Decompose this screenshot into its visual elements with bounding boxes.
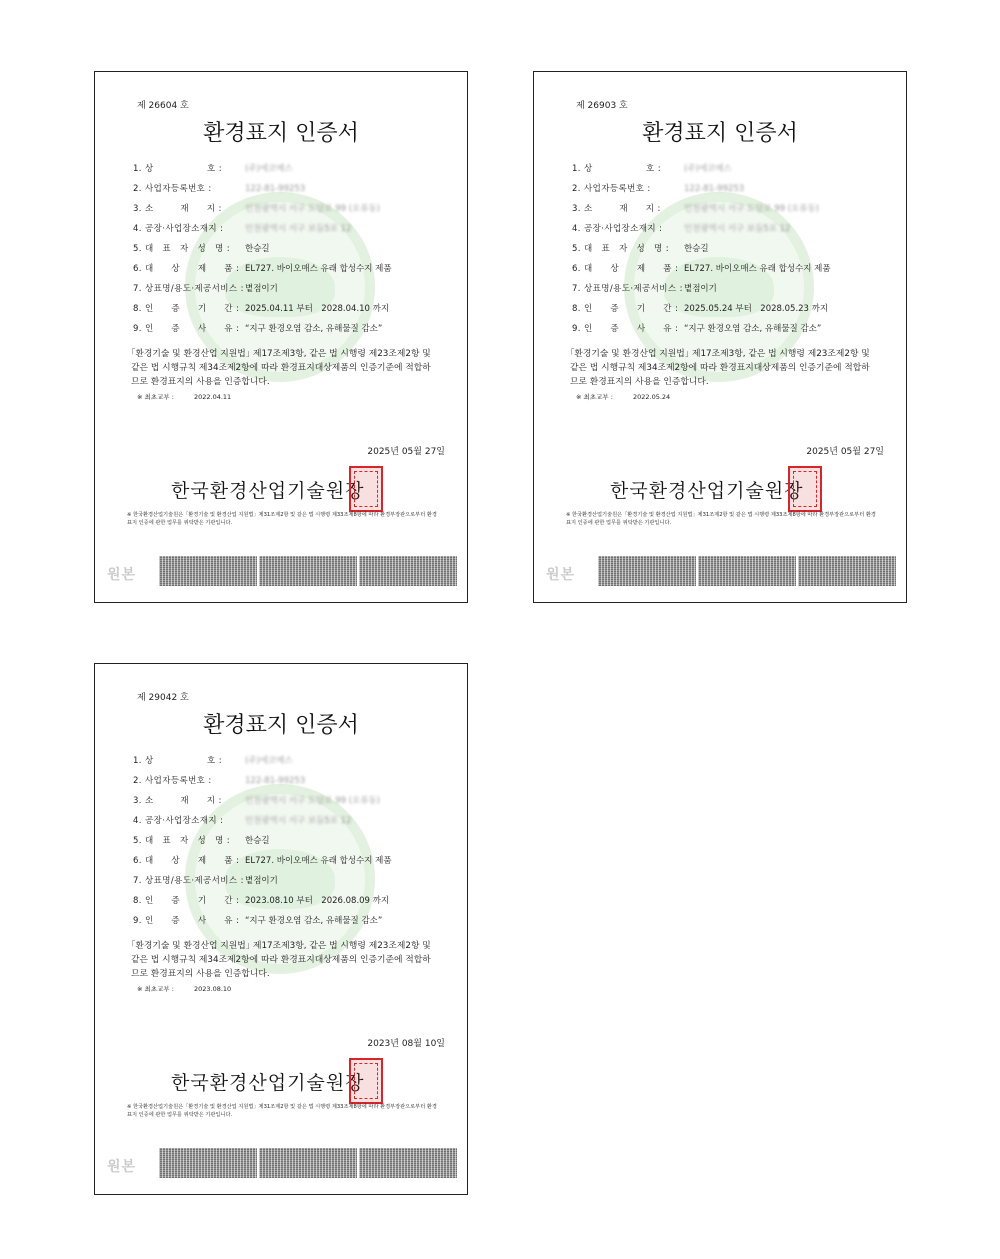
field-label: 8. 인 증 기 간 : [133, 896, 240, 906]
field-value: 인천광역시 서구 보듬5로 12 [245, 816, 352, 826]
footnote: ※ 한국환경산업기술원은「환경기술 및 환경산업 지원법」제31조제2항 및 같은 법 시행령 제33조제8항에 따라 환경부장관으로부터 환경표지 인증에 관한 업무를 위탁받은 기관입니다. [127, 1104, 437, 1118]
field-label: 2. 사업자등록번호 : [133, 776, 212, 786]
barcode-icon [598, 556, 696, 586]
field-label: 5. 대 표 자 성 명 : [572, 244, 670, 254]
issuer-name: 한국환경산업기술원장 [171, 1072, 365, 1094]
issue-date: 2025년 05월 27일 [806, 447, 884, 457]
field-label: 9. 인 증 사 유 : [572, 324, 679, 334]
field-value: 2025.05.24 부터 2028.05.23 까지 [684, 304, 829, 314]
barcode-icon [359, 556, 457, 586]
certificate-number: 제 26604 호 [137, 101, 189, 111]
field-row [572, 202, 892, 222]
field-label: 3. 소 재 지 : [133, 204, 222, 214]
field-value: “지구 환경오염 감소, 유해물질 감소” [684, 324, 822, 334]
field-value: (주)에코매스 [245, 164, 293, 174]
field-label: 1. 상 호 : [572, 164, 662, 174]
field-row [133, 874, 453, 894]
certification-statement: ｢환경기술 및 환경산업 지원법｣ 제17조제3항, 같은 법 시행령 제23조제2항 및 같은 법 시행규칙 제34조제2항에 따라 환경표지대상제품의 인증기준에 적합하므로 환경표지의 사용을 인증합니다. [131, 349, 431, 387]
field-value: 한승길 [684, 244, 709, 254]
field-row [133, 834, 453, 854]
first-issue [137, 392, 231, 401]
certificate-number: 제 29042 호 [137, 693, 189, 703]
field-row [572, 222, 892, 242]
certificate-fields [133, 162, 453, 342]
issue-date: 2023년 08월 10일 [367, 1039, 445, 1049]
field-row [133, 814, 453, 834]
field-value: 인천광역시 서구 보듬5로 12 [684, 224, 791, 234]
field-label: 5. 대 표 자 성 명 : [133, 836, 231, 846]
certificate-title: 환경표지 인증서 [203, 713, 359, 738]
footnote: ※ 한국환경산업기술원은「환경기술 및 환경산업 지원법」제31조제2항 및 같은 법 시행령 제33조제8항에 따라 환경부장관으로부터 환경표지 인증에 관한 업무를 위탁받은 기관입니다. [566, 512, 876, 526]
field-label: 2. 사업자등록번호 : [133, 184, 212, 194]
certificate-title: 환경표지 인증서 [203, 121, 359, 146]
field-label: 7. 상표명/용도·제공서비스 : [133, 876, 244, 886]
field-label: 6. 대 상 제 품 : [572, 264, 679, 274]
original-stamp: 원본 [107, 567, 137, 583]
field-row [133, 322, 453, 342]
field-value: “지구 환경오염 감소, 유해물질 감소” [245, 324, 383, 334]
field-row [572, 162, 892, 182]
field-row [133, 854, 453, 874]
first-issue-date: 2023.08.10 [193, 985, 232, 993]
field-label: 2. 사업자등록번호 : [572, 184, 651, 194]
first-issue [137, 984, 231, 993]
field-value: 한승길 [245, 836, 270, 846]
first-issue-label: ※ 최초교부 : [137, 985, 174, 993]
issuer-name: 한국환경산업기술원장 [171, 480, 365, 502]
field-label: 3. 소 재 지 : [572, 204, 661, 214]
field-label: 4. 공장·사업장소재지 : [133, 816, 224, 826]
barcode-icon [159, 556, 257, 586]
field-label: 5. 대 표 자 성 명 : [133, 244, 231, 254]
field-value: 볕점이기 [245, 876, 278, 886]
field-row [133, 202, 453, 222]
field-row [572, 182, 892, 202]
field-value: 인천광역시 서구 도담로 99 (오류동) [245, 204, 381, 214]
field-label: 4. 공장·사업장소재지 : [572, 224, 663, 234]
certificate-card [94, 663, 468, 1195]
barcode-icon [159, 1148, 257, 1178]
barcode-icon [698, 556, 796, 586]
field-row [133, 222, 453, 242]
field-row [572, 262, 892, 282]
field-value: 122-81-99253 [245, 184, 306, 194]
field-value: 122-81-99253 [684, 184, 745, 194]
field-row [133, 774, 453, 794]
original-stamp: 원본 [107, 1159, 137, 1175]
field-label: 1. 상 호 : [133, 164, 223, 174]
field-label: 6. 대 상 제 품 : [133, 856, 240, 866]
field-label: 9. 인 증 사 유 : [133, 916, 240, 926]
field-row [133, 914, 453, 934]
field-value: 인천광역시 서구 보듬5로 12 [245, 224, 352, 234]
official-seal-icon [349, 1058, 383, 1104]
field-value: 볕점이기 [245, 284, 278, 294]
field-label: 9. 인 증 사 유 : [133, 324, 240, 334]
first-issue-date: 2022.04.11 [193, 393, 232, 401]
field-value: 122-81-99253 [245, 776, 306, 786]
field-label: 7. 상표명/용도·제공서비스 : [133, 284, 244, 294]
field-value: (주)에코매스 [684, 164, 732, 174]
field-row [133, 262, 453, 282]
field-value: 2025.04.11 부터 2028.04.10 까지 [245, 304, 390, 314]
field-row [572, 322, 892, 342]
field-label: 7. 상표명/용도·제공서비스 : [572, 284, 683, 294]
barcode-icon [259, 1148, 357, 1178]
field-row [572, 282, 892, 302]
official-seal-icon [349, 466, 383, 512]
field-label: 6. 대 상 제 품 : [133, 264, 240, 274]
field-row [133, 182, 453, 202]
field-row [133, 242, 453, 262]
first-issue-label: ※ 최초교부 : [137, 393, 174, 401]
footnote: ※ 한국환경산업기술원은「환경기술 및 환경산업 지원법」제31조제2항 및 같은 법 시행령 제33조제8항에 따라 환경부장관으로부터 환경표지 인증에 관한 업무를 위탁받은 기관입니다. [127, 512, 437, 526]
field-value: 인천광역시 서구 도담로 99 (오류동) [684, 204, 820, 214]
field-label: 4. 공장·사업장소재지 : [133, 224, 224, 234]
field-row [572, 302, 892, 322]
field-row [133, 894, 453, 914]
certificate-card [94, 71, 468, 603]
first-issue [576, 392, 670, 401]
official-seal-icon [788, 466, 822, 512]
certification-statement: ｢환경기술 및 환경산업 지원법｣ 제17조제3항, 같은 법 시행령 제23조제2항 및 같은 법 시행규칙 제34조제2항에 따라 환경표지대상제품의 인증기준에 적합하므로 환경표지의 사용을 인증합니다. [570, 349, 870, 387]
field-value: 인천광역시 서구 도담로 99 (오류동) [245, 796, 381, 806]
field-label: 1. 상 호 : [133, 756, 223, 766]
certificate-fields [133, 754, 453, 934]
field-row [133, 282, 453, 302]
first-issue-label: ※ 최초교부 : [576, 393, 613, 401]
field-label: 3. 소 재 지 : [133, 796, 222, 806]
certificate-fields [572, 162, 892, 342]
certification-statement: ｢환경기술 및 환경산업 지원법｣ 제17조제3항, 같은 법 시행령 제23조제2항 및 같은 법 시행규칙 제34조제2항에 따라 환경표지대상제품의 인증기준에 적합하므로 환경표지의 사용을 인증합니다. [131, 941, 431, 979]
barcode-icon [359, 1148, 457, 1178]
barcode-icon [259, 556, 357, 586]
field-row [572, 242, 892, 262]
first-issue-date: 2022.05.24 [632, 393, 671, 401]
field-value: 2023.08.10 부터 2026.08.09 까지 [245, 896, 390, 906]
field-value: EL727. 바이오매스 유래 합성수지 제품 [245, 264, 392, 274]
field-value: (주)에코매스 [245, 756, 293, 766]
original-stamp: 원본 [546, 567, 576, 583]
barcode-icon [798, 556, 896, 586]
field-label: 8. 인 증 기 간 : [572, 304, 679, 314]
issue-date: 2025년 05월 27일 [367, 447, 445, 457]
field-value: “지구 환경오염 감소, 유해물질 감소” [245, 916, 383, 926]
certificate-number: 제 26903 호 [576, 101, 628, 111]
field-value: 볕점이기 [684, 284, 717, 294]
certificate-title: 환경표지 인증서 [642, 121, 798, 146]
field-row [133, 754, 453, 774]
field-row [133, 794, 453, 814]
issuer-name: 한국환경산업기술원장 [610, 480, 804, 502]
field-row [133, 162, 453, 182]
certificate-card [533, 71, 907, 603]
field-value: EL727. 바이오매스 유래 합성수지 제품 [245, 856, 392, 866]
field-value: 한승길 [245, 244, 270, 254]
field-label: 8. 인 증 기 간 : [133, 304, 240, 314]
field-row [133, 302, 453, 322]
field-value: EL727. 바이오매스 유래 합성수지 제품 [684, 264, 831, 274]
